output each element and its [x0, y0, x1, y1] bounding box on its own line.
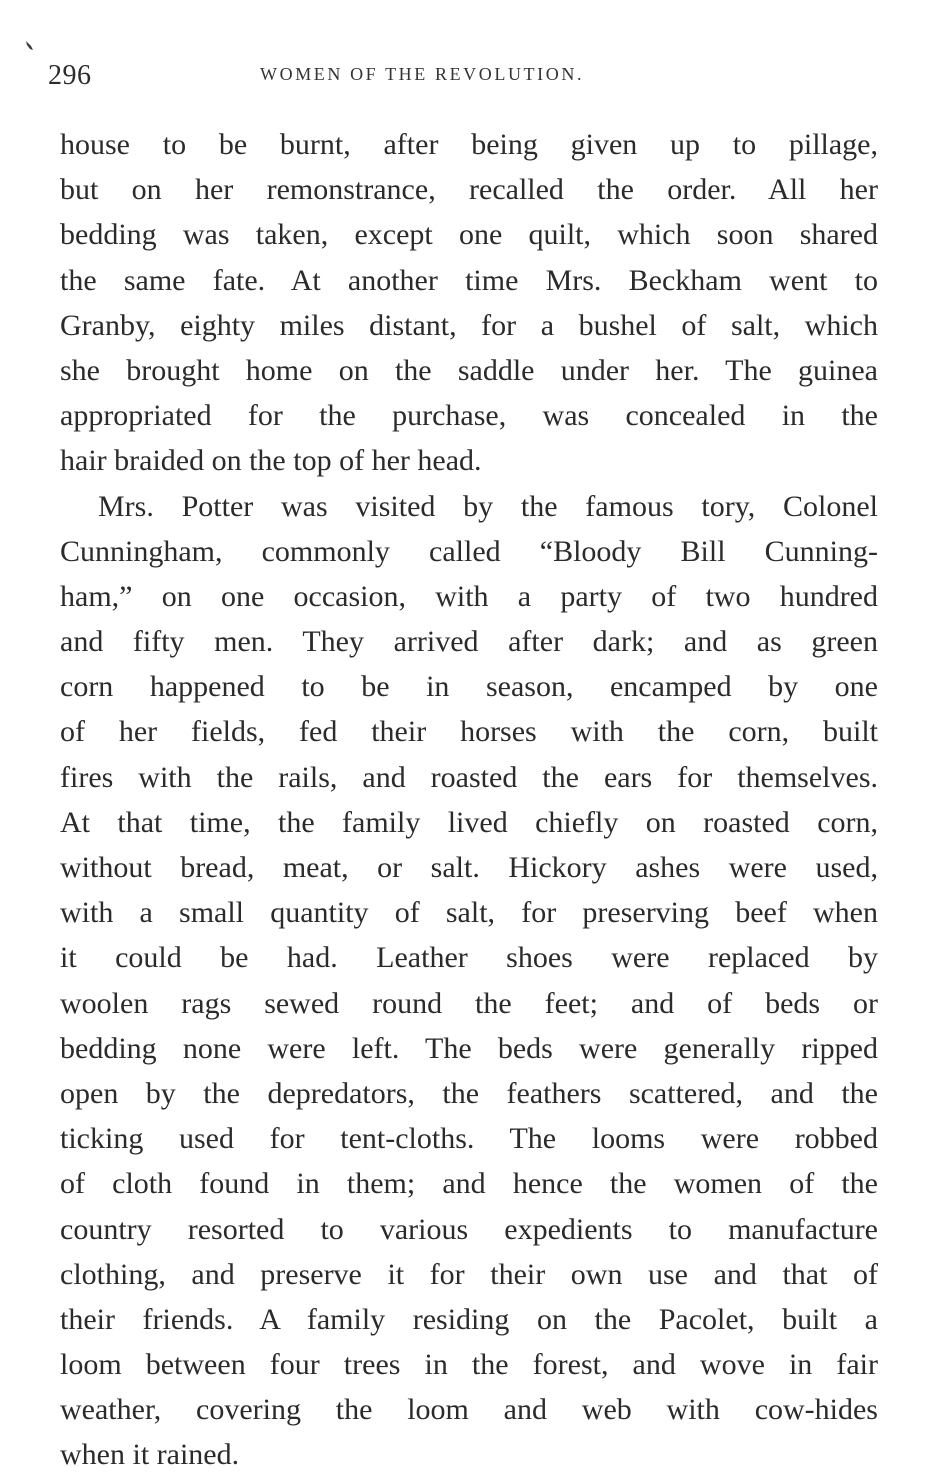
- text-line: Granby, eighty miles distant, for a bushel of salt, which: [60, 308, 878, 342]
- text-line: clothing, and preserve it for their own use and that of: [60, 1257, 878, 1291]
- text-line: corn happened to be in season, encamped by one: [60, 670, 878, 704]
- text-line: ham,” on one occasion, with a party of two hundred: [60, 579, 878, 613]
- text-line: weather, covering the loom and web with cow-hides: [60, 1393, 878, 1427]
- text-line: woolen rags sewed round the feet; and of beds or: [60, 986, 878, 1020]
- text-line: she brought home on the saddle under her. The guinea: [60, 353, 878, 387]
- text-line: when it rained.: [60, 1438, 240, 1472]
- text-line: house to be burnt, after being given up to pillage,: [60, 128, 878, 161]
- text-line: At that time, the family lived chiefly on roasted corn,: [60, 805, 878, 839]
- text-line: of cloth found in them; and hence the women of the: [60, 1167, 878, 1201]
- text-line: but on her remonstrance, recalled the order. All her: [60, 173, 878, 207]
- text-line: appropriated for the purchase, was concealed in the: [60, 399, 878, 433]
- text-line: country resorted to various expedients to manufacture: [60, 1212, 878, 1246]
- text-line: loom between four trees in the forest, and wove in fair: [60, 1348, 878, 1382]
- ink-speck-icon: [24, 40, 38, 56]
- text-line: the same fate. At another time Mrs. Beckham went to: [60, 263, 878, 297]
- page-number: 296: [48, 60, 92, 91]
- text-line: ticking used for tent-cloths. The looms were robbed: [60, 1122, 878, 1156]
- text-line: and fifty men. They arrived after dark; and as green: [60, 625, 878, 659]
- text-line: bedding was taken, except one quilt, which soon shared: [60, 218, 878, 252]
- text-line: Mrs. Potter was visited by the famous tory, Colonel: [98, 489, 878, 523]
- text-line: their friends. A family residing on the Pacolet, built a: [60, 1302, 878, 1336]
- text-line: it could be had. Leather shoes were replaced by: [60, 941, 878, 975]
- text-line: fires with the rails, and roasted the ears for themselves.: [60, 760, 878, 794]
- text-line: Cunningham, commonly called “Bloody Bill Cunning-: [60, 534, 878, 568]
- body-text: [60, 122, 878, 1478]
- text-line: open by the depredators, the feathers scattered, and the: [60, 1076, 878, 1110]
- text-line: hair braided on the top of her head.: [60, 444, 482, 478]
- text-line: with a small quantity of salt, for preserving beef when: [60, 896, 878, 930]
- text-line: bedding none were left. The beds were generally ripped: [60, 1031, 878, 1065]
- text-line: without bread, meat, or salt. Hickory ashes were used,: [60, 851, 878, 884]
- text-line: of her fields, fed their horses with the corn, built: [60, 715, 878, 749]
- running-head: WOMEN OF THE REVOLUTION.: [260, 64, 585, 84]
